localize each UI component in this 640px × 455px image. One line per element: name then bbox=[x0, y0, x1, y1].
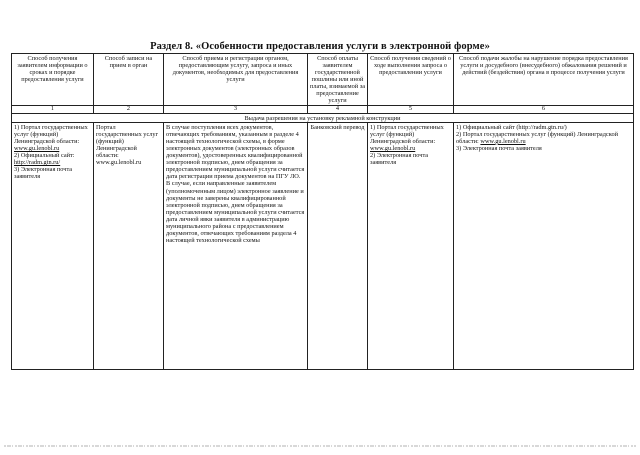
section-title: Раздел 8. «Особенности предоставления услуги в электронной форме» bbox=[150, 41, 490, 52]
services-table bbox=[11, 53, 634, 370]
cell-info-methods bbox=[12, 123, 94, 370]
header-cell: Способ подачи жалобы на нарушение порядка предоставления услуги и досудебного (внесудебного) обжалования решений и действий (бездействия) органа в процессе получения услуги bbox=[454, 54, 634, 106]
header-cell: Способ записи на прием в орган bbox=[94, 54, 164, 106]
column-number: 6 bbox=[454, 105, 634, 114]
text: 2) Портал государственных услуг (функций) Ленинградской области: bbox=[456, 130, 618, 145]
column-number: 4 bbox=[308, 105, 368, 114]
footer-noise bbox=[4, 443, 636, 449]
header-cell: Способ получения сведений о ходе выполнения запроса о предоставлении услуги bbox=[368, 54, 454, 106]
cell-appointment bbox=[94, 123, 164, 370]
column-number: 5 bbox=[368, 105, 454, 114]
header-cell: Способ оплаты заявителем государственной пошлины или иной платы, взимаемой за предоставление услуги bbox=[308, 54, 368, 106]
text: 2) Электронная почта заявителя bbox=[370, 152, 429, 167]
portal-address: www.gu.lenobl.ru bbox=[96, 159, 142, 167]
text bbox=[456, 131, 631, 145]
text: 2) Официальный сайт: bbox=[14, 152, 75, 160]
cell-complaints bbox=[454, 123, 634, 370]
text: В случае, если направленные заявителем (уполномоченным лицом) электронное заявление и документы не заверены квалифицированной электронной подписью, днем обращения за предоставлением муниципальной услуги считается дата личной явки заявителя в администрацию муниципального района с предоставлением документов, отвечающих требованиям раздела 4 настоящей технологической схемы bbox=[166, 180, 305, 245]
text: 3) Электронная почта заявителя bbox=[14, 166, 73, 181]
text: 1) Портал государственных услуг (функций) Ленинградской области: bbox=[370, 123, 444, 145]
text: 3) Электронная почта заявителя bbox=[456, 144, 542, 152]
cell-status bbox=[368, 123, 454, 370]
text: Портал государственных услуг (функций) Ленинградской области: bbox=[96, 123, 159, 160]
text: 1) Официальный сайт (http://radm.gtn.ru/) bbox=[456, 123, 567, 131]
portal-link[interactable]: www.gu.lenobl.ru bbox=[14, 144, 60, 152]
portal-link[interactable]: www.gu.lenobl.ru bbox=[370, 144, 416, 152]
subsection-row bbox=[12, 114, 634, 123]
header-row bbox=[12, 54, 634, 106]
table-row bbox=[12, 123, 634, 370]
text: В случае поступления всех документов, отвечающих требованиям, указанным в разделе 4 настоящей технологической схемы, в форме электронных документов (электронных образов документов), удостоверенных квалифицированной электронной подписью, днем обращения за предоставлением муниципальной услуги считается дата регистрации приема документов на ПГУ ЛО. bbox=[166, 123, 305, 181]
cell-payment: Банковский перевод bbox=[308, 123, 368, 370]
column-number: 2 bbox=[94, 105, 164, 114]
website-link[interactable]: http://radm.gtn.ru/ bbox=[14, 159, 61, 167]
column-number: 1 bbox=[12, 105, 94, 114]
column-number: 3 bbox=[164, 105, 308, 114]
cell-registration bbox=[164, 123, 308, 370]
header-cell: Способ получения заявителем информации о сроках и порядке предоставления услуги bbox=[12, 54, 94, 106]
portal-link[interactable]: www.gu.lenobl.ru bbox=[480, 137, 526, 145]
column-number-row bbox=[12, 105, 634, 114]
header-cell: Способ приема и регистрации органом, предоставляющим услугу, запроса и иных документов, необходимых для предоставления услуги bbox=[164, 54, 308, 106]
text: 1) Портал государственных услуг (функций) Ленинградской области: bbox=[14, 123, 88, 145]
subsection-title: Выдача разрешения на установку рекламной конструкции bbox=[12, 114, 634, 123]
